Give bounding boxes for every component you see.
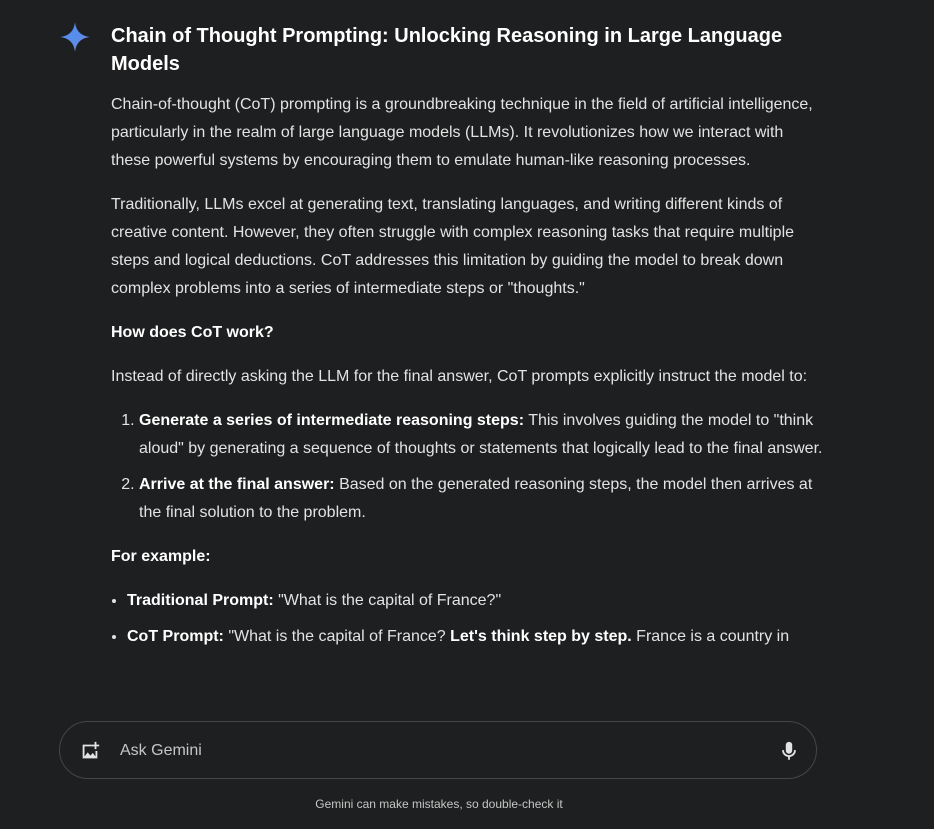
- disclaimer-text: Gemini can make mistakes, so double-check it: [315, 797, 563, 811]
- how-heading: How does CoT work?: [111, 324, 274, 341]
- add-image-button[interactable]: [77, 738, 103, 764]
- example-bold: CoT Prompt:: [127, 628, 224, 645]
- microphone-icon: [778, 740, 800, 762]
- traditional-paragraph: Traditionally, LLMs excel at generating text, translating languages, and writing different kinds of creative content. However, they often struggle with complex reasoning tasks that require multiple steps and logical deductions. CoT addresses this limitation by guiding the model to break down complex problems into a series of intermediate steps or "thoughts.": [111, 196, 795, 297]
- gemini-spark-icon: [58, 20, 92, 54]
- example-bold-inline: Let's think step by step.: [450, 628, 632, 645]
- list-item: [127, 623, 823, 651]
- add-image-icon: [79, 740, 101, 762]
- microphone-button[interactable]: [776, 738, 802, 764]
- response-title: Chain of Thought Prompting: Unlocking Reasoning in Large Language Models: [111, 25, 783, 75]
- step-bold: Arrive at the final answer:: [139, 476, 335, 493]
- step-text: This involves guiding the model to "think aloud" by generating a sequence of thoughts or statements that logically lead to the final answer.: [139, 412, 823, 457]
- intro-paragraph: Chain-of-thought (CoT) prompting is a groundbreaking technique in the field of artificial intelligence, particularly in the realm of large language models (LLMs). It revolutionizes how we interact with these powerful systems by encouraging them to emulate human-like reasoning processes.: [111, 96, 813, 169]
- prompt-bar: [59, 721, 817, 779]
- steps-list: [111, 407, 823, 527]
- example-text: France is a country in: [631, 628, 790, 645]
- example-text: "What is the capital of France?": [273, 592, 502, 609]
- example-bold: Traditional Prompt:: [127, 592, 274, 609]
- response-content: [111, 22, 823, 659]
- example-text: "What is the capital of France?: [223, 628, 451, 645]
- step-bold: Generate a series of intermediate reasoning steps:: [139, 412, 525, 429]
- example-heading: For example:: [111, 548, 211, 565]
- ask-gemini-input[interactable]: [118, 736, 742, 766]
- step-text: Based on the generated reasoning steps, the model then arrives at the final solution to the problem.: [139, 476, 813, 521]
- list-item: [139, 471, 823, 527]
- list-item: [139, 407, 823, 463]
- how-paragraph: Instead of directly asking the LLM for the final answer, CoT prompts explicitly instruct the model to:: [111, 368, 808, 385]
- examples-list: [111, 587, 823, 651]
- list-item: [127, 587, 823, 615]
